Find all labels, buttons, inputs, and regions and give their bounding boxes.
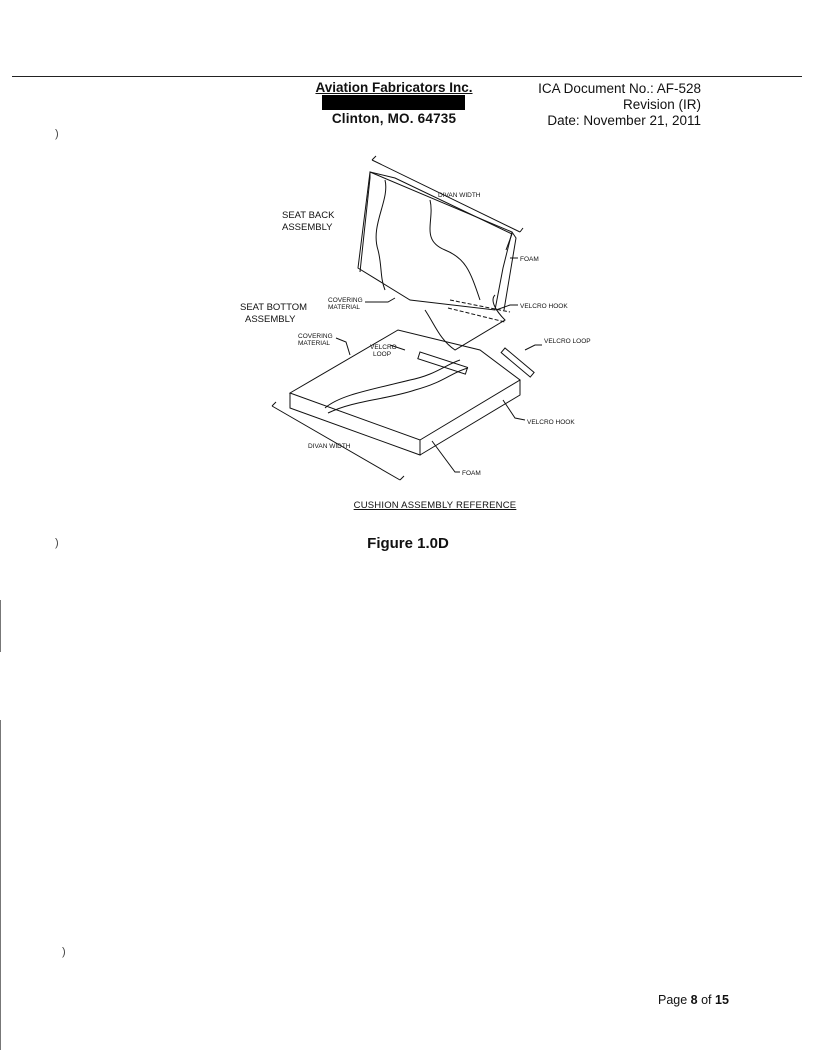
document-number: ICA Document No.: AF-528 bbox=[538, 81, 701, 96]
label-seat-bottom-1: SEAT BOTTOM bbox=[240, 302, 308, 313]
drawing-caption: CUSHION ASSEMBLY REFERENCE bbox=[353, 500, 517, 511]
label-seat-bottom-2: ASSEMBLY bbox=[245, 314, 296, 325]
scan-edge-mark bbox=[0, 720, 1, 1050]
label-covering-material-2b: MATERIAL bbox=[298, 340, 331, 347]
label-velcro-hook-bottom: VELCRO HOOK bbox=[527, 419, 575, 426]
scan-edge-mark bbox=[0, 600, 1, 652]
label-velcro-loop-left-b: LOOP bbox=[373, 351, 392, 358]
label-divan-width-bottom: DIVAN WIDTH bbox=[308, 443, 351, 450]
document-info bbox=[538, 81, 701, 129]
label-covering-material-2a: COVERING bbox=[298, 333, 333, 340]
document-date: Date: November 21, 2011 bbox=[547, 113, 701, 128]
label-foam-bottom: FOAM bbox=[462, 470, 481, 477]
company-name: Aviation Fabricators Inc. bbox=[315, 80, 473, 95]
page-number bbox=[658, 993, 729, 1007]
company-city: Clinton, MO. 64735 bbox=[331, 111, 457, 126]
cushion-assembly-drawing bbox=[220, 150, 620, 490]
seat-back-front-face bbox=[358, 172, 512, 310]
scan-mark: ) bbox=[55, 128, 59, 140]
redaction-bar bbox=[322, 95, 465, 110]
label-covering-material-1b: MATERIAL bbox=[328, 304, 361, 311]
header-rule bbox=[12, 76, 802, 77]
page-current: 8 bbox=[690, 993, 698, 1007]
label-velcro-loop-right: VELCRO LOOP bbox=[544, 338, 591, 345]
label-foam-top: FOAM bbox=[520, 256, 539, 263]
label-seat-back-1: SEAT BACK bbox=[282, 210, 335, 221]
document-revision: Revision (IR) bbox=[622, 97, 701, 112]
label-seat-back-2: ASSEMBLY bbox=[282, 222, 333, 233]
label-velcro-hook-top: VELCRO HOOK bbox=[520, 303, 568, 310]
scan-mark: ) bbox=[62, 946, 66, 958]
page-total: 15 bbox=[715, 993, 729, 1007]
label-covering-material-1a: COVERING bbox=[328, 297, 363, 304]
scan-mark: ) bbox=[55, 537, 59, 549]
page-middle: of bbox=[697, 993, 715, 1007]
label-divan-width-top: DIVAN WIDTH bbox=[438, 192, 481, 199]
page-prefix: Page bbox=[658, 993, 691, 1007]
label-velcro-loop-left-a: VELCRO bbox=[370, 344, 397, 351]
figure-label: Figure 1.0D bbox=[367, 535, 449, 552]
